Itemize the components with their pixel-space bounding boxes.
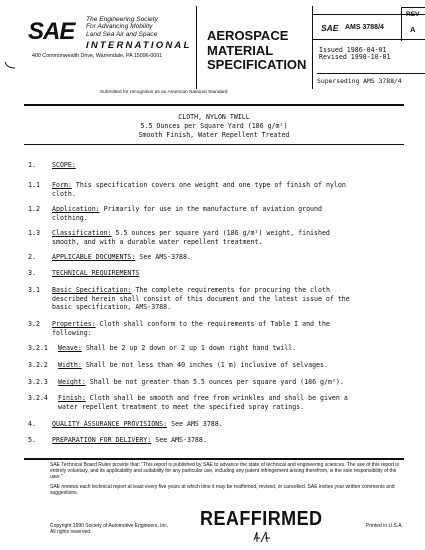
doc-type-box bbox=[196, 6, 312, 89]
handwritten-date-icon bbox=[252, 530, 274, 544]
revision-value: A bbox=[410, 25, 416, 34]
section-2: 2. APPLICABLE DOCUMENTS: See AMS-3788. bbox=[28, 253, 191, 261]
section-1-3: 1.3 Classification: 5.5 ounces per square yard (186 g/m²) weight, finished smooth, and with a durable water repellent treatment. bbox=[28, 229, 330, 246]
revision-box bbox=[401, 7, 425, 41]
issue-dates: Issued 1986-04-01 Revised 1990-10-01 bbox=[319, 46, 391, 62]
document-header bbox=[24, 6, 420, 91]
spec-info-box bbox=[312, 6, 424, 89]
copyright: Copyright 1990 Society of Automotive Engineers, Inc. All rights reserved. bbox=[50, 523, 169, 535]
superseding-note: Superseding AMS 3788/4 bbox=[317, 73, 425, 85]
section-3-2-4: 3.2.4 Finish: Cloth shall be smooth and free from wrinkles and shall be given a water repellent treatment to meet the specified spray ratings. bbox=[28, 394, 348, 411]
submitted-note: Submitted for recognition as an American National Standard bbox=[100, 90, 228, 95]
footer-divider bbox=[24, 458, 404, 460]
international-label: INTERNATIONAL bbox=[86, 40, 192, 51]
title-line-1: CLOTH, NYLON TWILL bbox=[178, 113, 250, 121]
footer-note-1: SAE Technical Board Rules provide that: "This report is published by SAE to advance the state of technical and engineering sciences. The use of this report is entirely voluntary, and its applicability and suitability for any particular use, including any patent infringement arising therefrom, is the sole responsibility of the user." bbox=[50, 462, 400, 480]
section-1-2: 1.2 Application: Primarily for use in the manufacture of aviation ground clothing. bbox=[28, 205, 322, 222]
ams-number: AMS 3788/4 bbox=[345, 24, 384, 31]
ams-number-row bbox=[313, 11, 425, 40]
revision-label: REV bbox=[406, 11, 420, 18]
section-3-2-3: 3.2.3 Weight: Shall be not greater than 5.5 ounces per square yard (186 g/m²). bbox=[28, 378, 344, 386]
section-3-heading: 3. TECHNICAL REQUIREMENTS bbox=[28, 269, 140, 277]
footer-note-2: SAE reviews each technical report at least every five years at which time it may be reaffirmed, revised, or cancelled. SAE invites your written comments and suggestions. bbox=[50, 484, 395, 496]
section-5: 5. PREPARATION FOR DELIVERY: See AMS-3788. bbox=[28, 436, 207, 444]
document-title bbox=[24, 113, 404, 140]
section-3-2-1: 3.2.1 Weave: Shall be 2 up 2 down or 2 up 1 down right hand twill. bbox=[28, 344, 297, 352]
sae-small-logo: SAE bbox=[321, 23, 339, 33]
title-divider bbox=[24, 144, 404, 145]
sae-logo: SAE bbox=[28, 18, 75, 45]
section-3-1: 3.1 Basic Specification: The complete requirements for procuring the cloth described herein shall consist of this document and the latest issue of the basic specification, AMS-3788. bbox=[28, 286, 350, 311]
printed-in: Printed in U.S.A. bbox=[366, 523, 403, 529]
section-heading: SCOPE: bbox=[52, 161, 76, 169]
section-3-2-2: 3.2.2 Width: Shall be not less than 40 inches (1 m) inclusive of selvages. bbox=[28, 361, 328, 369]
society-address: 400 Commonwealth Drive, Warrendale, PA 15096-0001 bbox=[32, 53, 163, 59]
section-3-2: 3.2 Properties: Cloth shall conform to the requirements of Table I and the following: bbox=[28, 320, 330, 337]
scan-mark-icon bbox=[4, 60, 16, 70]
section-1-1: 1.1 Form: This specification covers one weight and one type of finish of nylon cloth. bbox=[28, 181, 346, 198]
section-1-heading: 1. SCOPE: bbox=[28, 161, 76, 169]
society-tagline: The Engineering Society For Advancing Mobility Land Sea Air and Space bbox=[86, 16, 158, 38]
title-line-3: Smooth Finish, Water Repellent Treated bbox=[138, 131, 290, 139]
doc-type-title: AEROSPACE MATERIAL SPECIFICATION bbox=[207, 28, 307, 72]
header-divider bbox=[24, 104, 404, 106]
section-4: 4. QUALITY ASSURANCE PROVISIONS: See AMS 3788. bbox=[28, 420, 223, 428]
reaffirmed-stamp: REAFFIRMED bbox=[200, 508, 323, 530]
title-line-2: 5.5 Ounces per Square Yard (186 g/m²) bbox=[140, 122, 288, 130]
